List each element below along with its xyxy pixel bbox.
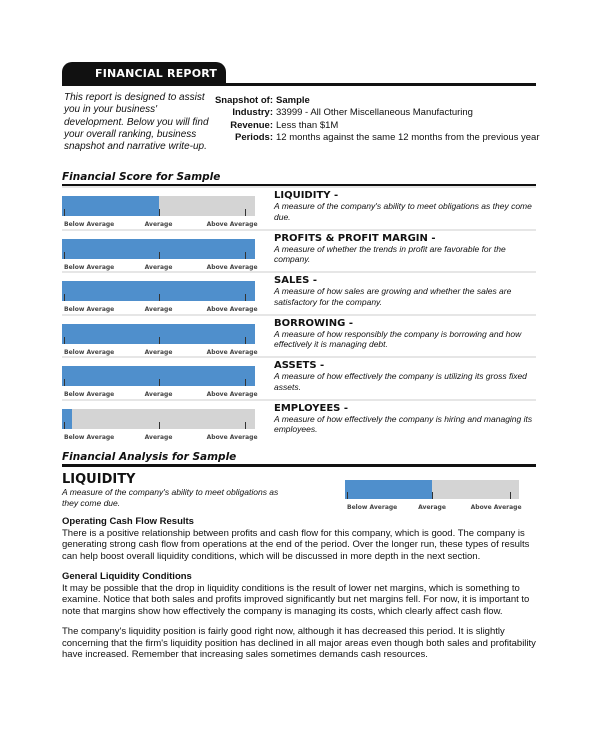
scale-label-high: Above Average [206, 306, 258, 313]
scale-label-high: Above Average [206, 391, 258, 398]
score-row [62, 186, 536, 230]
intro-text: This report is designed to assist you in your business' development. Below you will find your overall ranking, business snapshot and narrative write-up. [64, 92, 209, 153]
score-bar [62, 239, 255, 259]
scale-label-low: Below Average [64, 263, 115, 271]
scale-tick [159, 209, 160, 216]
scale-label-low: Below Average [64, 348, 115, 356]
score-row-text [274, 233, 539, 265]
section-heading: Operating Cash Flow Results [62, 516, 194, 527]
scale-tick [159, 337, 160, 344]
analysis-body [62, 472, 538, 670]
periods-label: Periods: [234, 131, 273, 143]
scale-label-high: Above Average [206, 263, 258, 271]
scale-label-high: Above Average [206, 221, 258, 228]
scale-label-low: Below Average [347, 504, 398, 511]
score-row-text [274, 403, 539, 435]
scale-tick [64, 252, 65, 259]
scale-tick [159, 252, 160, 259]
scale-tick [245, 337, 246, 344]
score-bar [62, 281, 255, 301]
scale-tick [245, 294, 246, 301]
scale-tick [245, 252, 246, 259]
metric-title: BORROWING - [274, 317, 353, 329]
score-row-text [274, 275, 539, 307]
scale-label-low: Below Average [64, 391, 115, 398]
scale-label-mid: Average [144, 221, 173, 228]
industry-label: Industry: [232, 107, 273, 119]
industry-value: 33999 - All Other Miscellaneous Manufacturing [276, 107, 473, 119]
scale-label-low: Below Average [64, 433, 115, 441]
metric-desc: A measure of how effectively the company is utilizing its gross fixed assets. [274, 371, 527, 392]
score-row-text [274, 190, 539, 222]
score-row [62, 271, 536, 315]
metric-title: ASSETS - [274, 360, 325, 371]
score-row [62, 229, 536, 273]
scale-tick [64, 337, 65, 344]
score-bar [62, 196, 255, 216]
revenue-label: Revenue: [230, 119, 273, 131]
score-row-text [274, 360, 539, 392]
score-bar [62, 366, 255, 386]
scale-tick [432, 492, 433, 499]
scale-label-mid: Average [144, 391, 173, 398]
scale-tick [159, 422, 160, 429]
section-text: There is a positive relationship between profits and cash flow for this company, which is good. The company is generating strong cash flow from operations at the end of the period. Over the longer run, these types of results can help boost overall liquidity conditions, which will be discussed in more depth in the next section. [62, 527, 530, 562]
score-bar [62, 409, 255, 429]
metric-desc: A measure of how sales are growing and whether the sales are satisfactory for the company. [274, 286, 512, 307]
scale-tick [510, 492, 511, 499]
scale-label-high: Above Average [206, 348, 258, 356]
metric-desc: A measure of how effectively the company is hiring and managing its employees. [274, 413, 533, 434]
metric-title: EMPLOYEES - [274, 402, 349, 414]
scale-tick [347, 492, 348, 499]
title-divider [62, 83, 536, 86]
analysis-liquidity-title: LIQUIDITY [62, 472, 136, 487]
scale-tick [159, 294, 160, 301]
periods-value: 12 months against the same 12 months from the previous year [276, 131, 540, 143]
score-bar-fill [345, 480, 432, 499]
snapshot-value: Sample [276, 95, 310, 106]
score-bar-fill [62, 196, 159, 216]
score-bar [345, 480, 519, 499]
section-heading: General Liquidity Conditions [62, 571, 192, 582]
scale-tick [64, 209, 65, 216]
scale-tick [64, 379, 65, 386]
scale-tick [64, 294, 65, 301]
scale-label-high: Above Average [206, 433, 258, 441]
scale-tick [159, 379, 160, 386]
analysis-section-title: Financial Analysis for Sample [62, 451, 536, 467]
score-row [62, 356, 536, 400]
scale-label-high: Above Average [470, 504, 522, 511]
scale-label-low: Below Average [64, 221, 115, 228]
liquidity-position-paragraph [62, 626, 538, 661]
scale-tick [245, 209, 246, 216]
scale-label-low: Below Average [64, 306, 115, 313]
scale-tick [245, 422, 246, 429]
metric-desc: A measure of whether the trends in profit are favorable for the company. [274, 243, 506, 264]
scale-tick [245, 379, 246, 386]
operating-cash-flow-section [62, 516, 538, 562]
score-row-text [274, 318, 539, 350]
metric-title: SALES - [274, 275, 317, 286]
metric-desc: A measure of how responsibly the company is borrowing and how effectively it is managing debt. [274, 328, 522, 349]
section-text: The company's liquidity position is fairly good right now, although it has decreased this period. It is slightly concerning that the firm's liquidity position has declined in all major areas even though both sales and profitability have increased. Remember that increasing sales sometimes demands cash resources. [62, 626, 536, 660]
analysis-liquidity-header [62, 472, 538, 516]
snapshot-label: Snapshot of: [214, 95, 273, 106]
metric-title: PROFITS & PROFIT MARGIN - [274, 232, 436, 244]
scale-label-mid: Average [144, 306, 173, 313]
scale-label-mid: Average [144, 433, 173, 441]
scale-tick [64, 422, 65, 429]
score-bar [62, 324, 255, 344]
snapshot-block [212, 95, 541, 144]
scale-label-mid: Average [144, 348, 173, 356]
metric-desc: A measure of the company's ability to meet obligations as they come due. [274, 201, 532, 222]
section-text: It may be possible that the drop in liquidity conditions is the result of lower net margins, which is something to examine. Notice that both sales and profits improved significantly but net margins fell. For now, it is important to note that margins show how effectively the company is managing its costs, which clearly affect cash flow. [62, 582, 530, 617]
general-liquidity-section [62, 571, 538, 617]
metric-title: LIQUIDITY - [274, 190, 339, 201]
score-row [62, 399, 536, 443]
scale-label-mid: Average [418, 504, 446, 511]
score-section-title: Financial Score for Sample [62, 171, 536, 187]
report-title-tab: FINANCIAL REPORT [62, 62, 226, 84]
analysis-liquidity-desc: A measure of the company's ability to meet obligations as they come due. [62, 487, 279, 508]
revenue-value: Less than $1M [276, 119, 339, 131]
score-row [62, 314, 536, 358]
scale-label-mid: Average [144, 263, 173, 271]
